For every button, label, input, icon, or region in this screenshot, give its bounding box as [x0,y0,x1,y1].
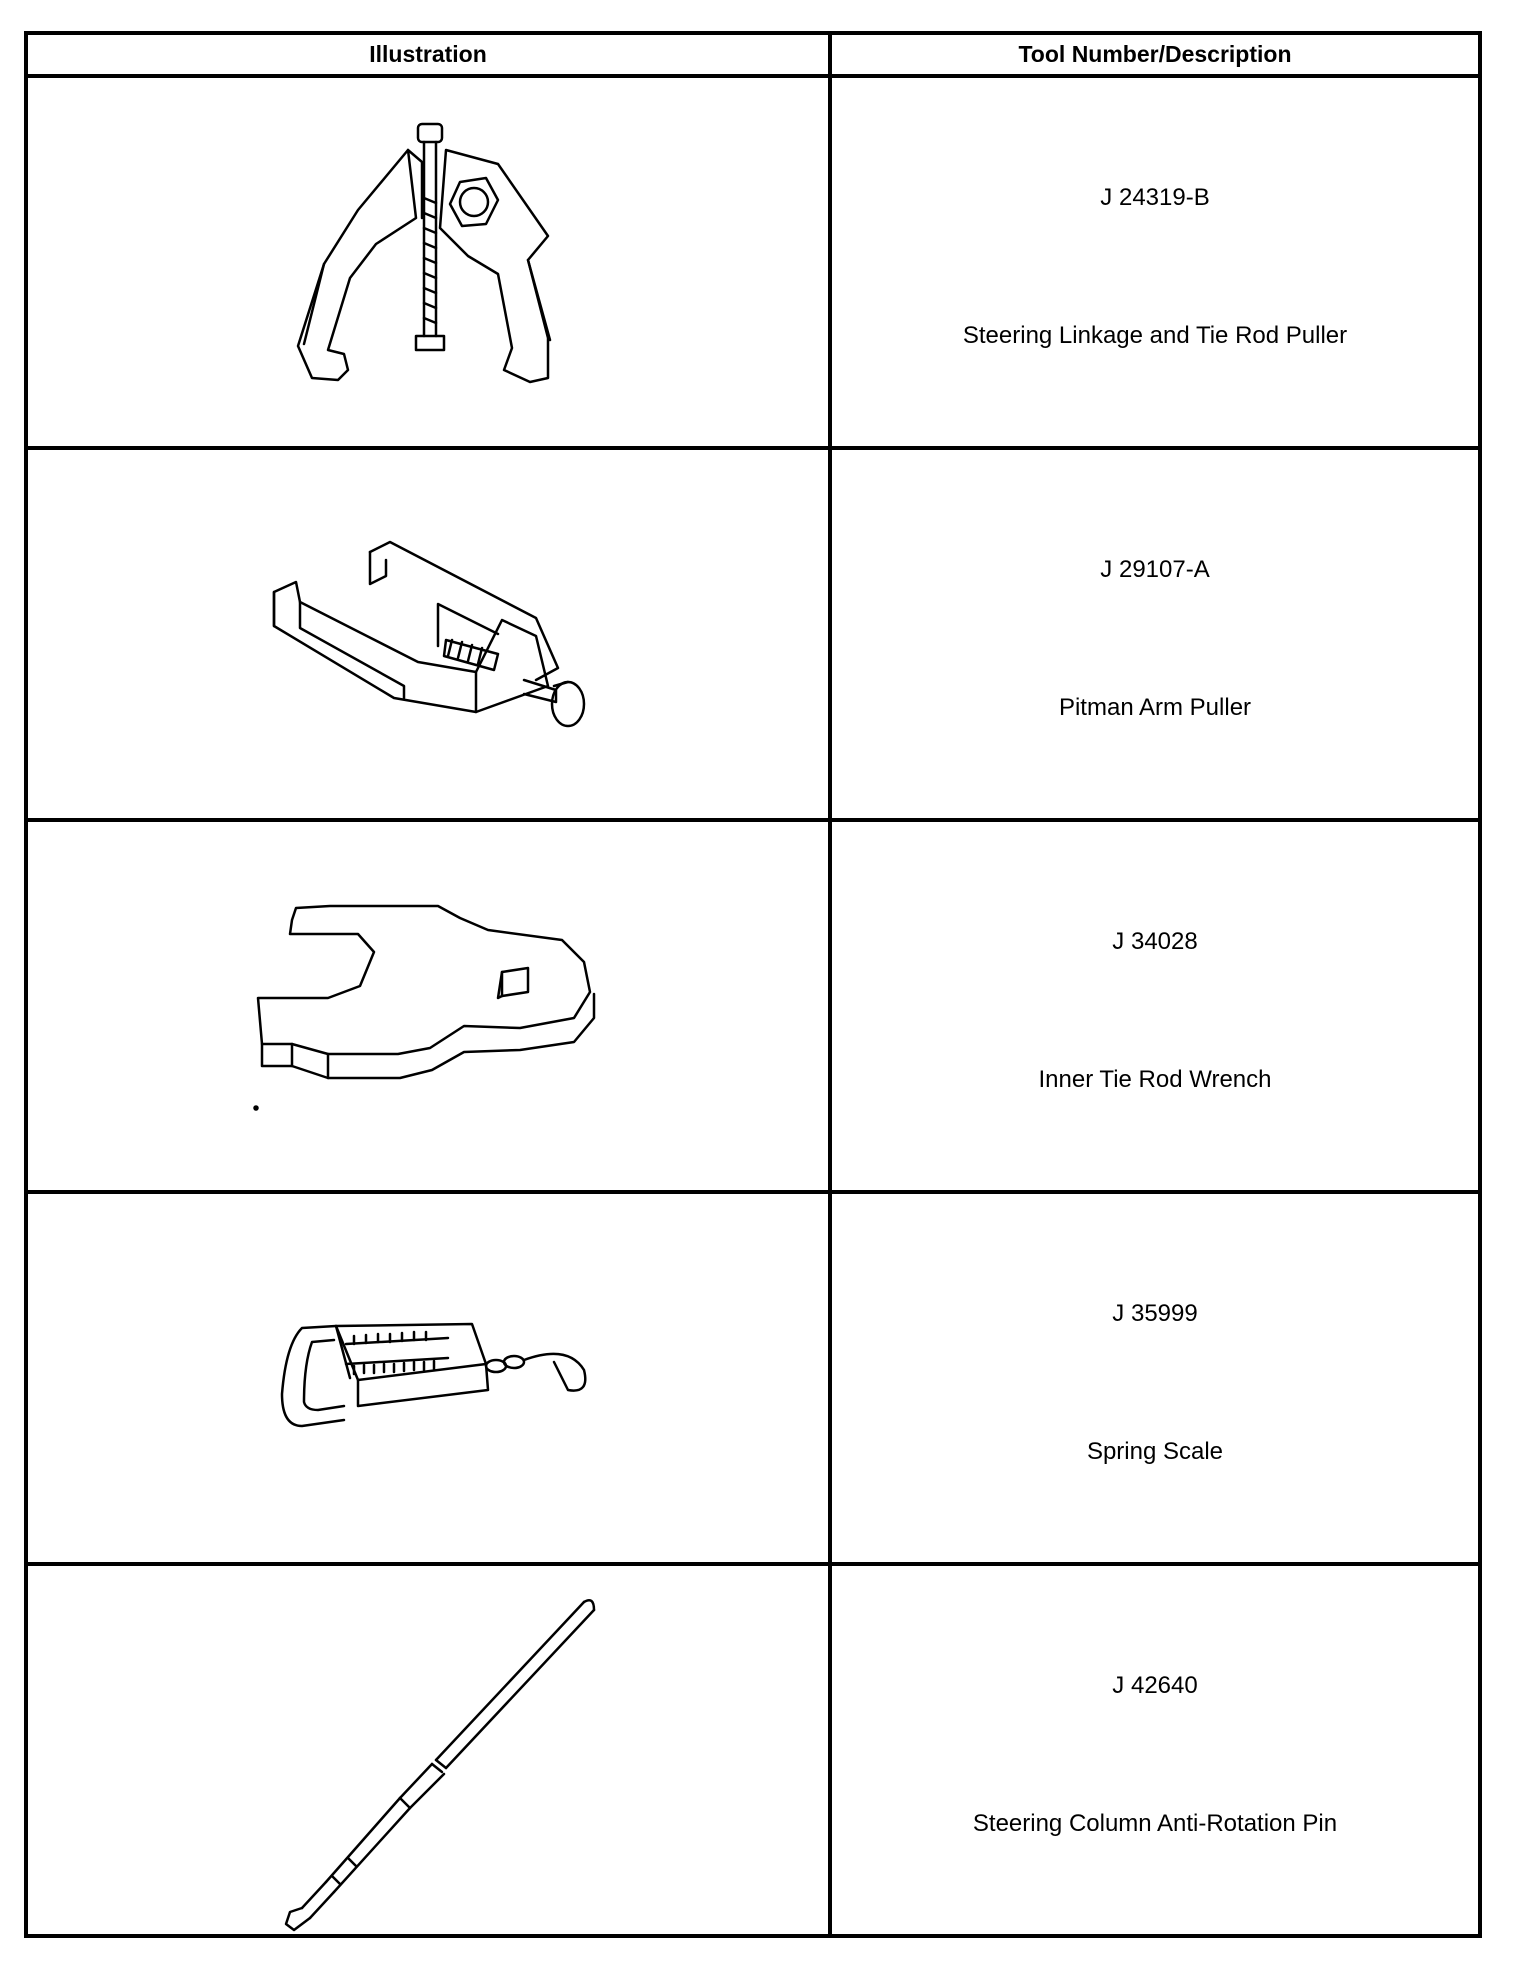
table-row [26,448,1480,820]
tool-column-header: Tool Number/Description [830,33,1480,76]
special-tools-table [24,31,1482,1938]
illustration-column-header: Illustration [26,33,830,76]
tool-cell [830,1192,1480,1564]
tool-description: Pitman Arm Puller [1058,694,1252,721]
tool-description: Inner Tie Rod Wrench [1038,1066,1272,1093]
illustration-cell [26,448,830,820]
table-row [26,76,1480,448]
header-row [26,33,1480,76]
table-row [26,1564,1480,1936]
illustration-cell [26,1192,830,1564]
table-row [26,1192,1480,1564]
inner-tie-rod-wrench-icon [28,822,828,1190]
tool-cell [830,76,1480,448]
tool-cell [830,820,1480,1192]
tool-number: J 42640 [1112,1672,1198,1699]
pitman-arm-puller-icon [28,450,828,818]
table-row [26,820,1480,1192]
illustration-cell [26,76,830,448]
tie-rod-puller-icon [28,78,828,446]
tool-cell [830,448,1480,820]
tool-number: J 24319-B [1100,184,1210,211]
tool-cell [830,1564,1480,1936]
tool-number: J 29107-A [1100,556,1210,583]
illustration-cell [26,820,830,1192]
tool-number: J 35999 [1112,1300,1198,1327]
spring-scale-icon [28,1194,828,1562]
tool-description: Steering Column Anti-Rotation Pin [972,1810,1338,1837]
illustration-cell [26,1564,830,1936]
tool-description: Spring Scale [1086,1438,1224,1465]
anti-rotation-pin-icon [28,1566,828,1934]
tool-description: Steering Linkage and Tie Rod Puller [962,322,1348,349]
tool-number: J 34028 [1112,928,1198,955]
